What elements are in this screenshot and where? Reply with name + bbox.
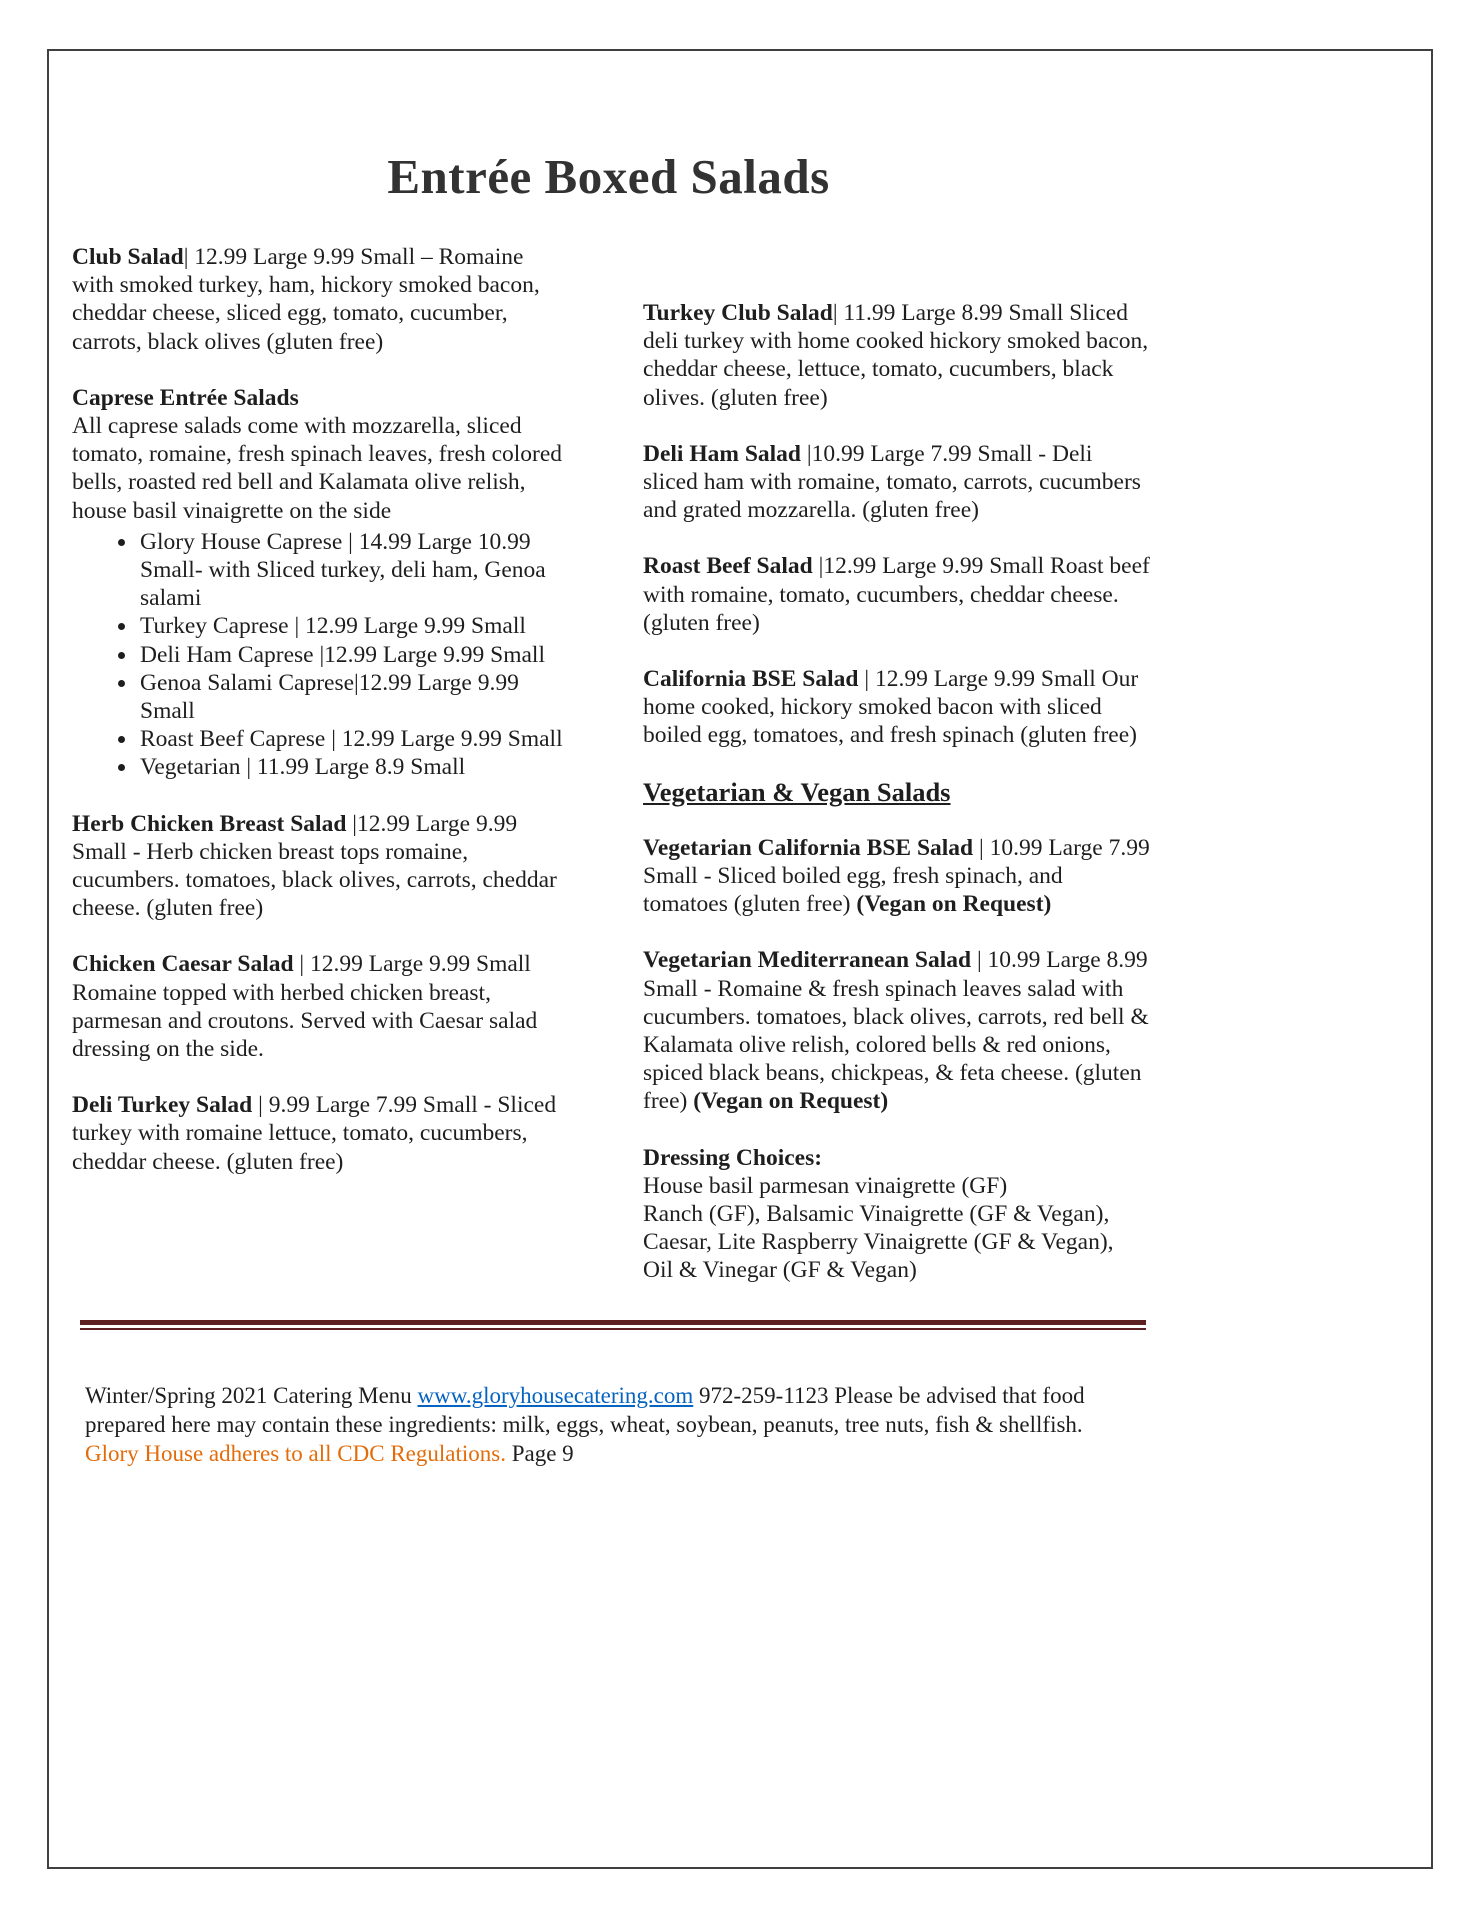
divider-rule [80, 1320, 1146, 1330]
item-description: | 10.99 Large 7.99 Small - Sliced boiled egg, fresh spinach, and tomatoes (gluten free) [643, 834, 1150, 918]
menu-item-herb-chicken-breast-salad [72, 810, 564, 923]
list-item-glory-house-caprese: • Glory House Caprese | 14.99 Large 10.99 Small- with Sliced turkey, deli ham, Genoa salami [138, 528, 564, 613]
item-name: Chicken Caesar Salad [72, 951, 294, 978]
dressing-line: House basil parmesan vinaigrette (GF) [643, 1172, 1008, 1199]
menu-item-roast-beef-salad [643, 552, 1151, 637]
website-link[interactable]: www.gloryhousecatering.com [417, 1383, 694, 1408]
menu-item-california-bse-salad [643, 665, 1151, 750]
menu-item-club-salad [72, 243, 564, 356]
menu-item-deli-turkey-salad [72, 1091, 564, 1176]
list-item-deli-ham-caprese: • Deli Ham Caprese |12.99 Large 9.99 Small [138, 641, 564, 669]
dressing-line: Ranch (GF), Balsamic Vinaigrette (GF & Vegan), [643, 1201, 1110, 1228]
item-description: | 10.99 Large 8.99 Small - Romaine & fresh spinach leaves salad with cucumbers. tomatoes, black olives, carrots, red bell & Kalamata olive relish, colored bells & red onions, spiced black beans, chickpeas, & feta cheese. (gluten free) [643, 947, 1149, 1115]
caprese-section-intro [72, 384, 564, 525]
item-description: |10.99 Large 7.99 Small - Deli sliced ham with romaine, tomato, carrots, cucumbers and grated mozzarella. (gluten free) [643, 440, 1141, 524]
footer [85, 1382, 1131, 1468]
page-title: Entrée Boxed Salads [387, 149, 830, 204]
item-name: California BSE Salad [643, 666, 859, 693]
list-item-vegetarian-caprese: • Vegetarian | 11.99 Large 8.9 Small [138, 753, 564, 781]
item-name: Turkey Club Salad [643, 300, 833, 326]
item-name: Deli Ham Salad [643, 440, 801, 467]
menu-item-vegetarian-mediterranean-salad [643, 946, 1151, 1115]
vegetarian-vegan-heading: Vegetarian & Vegan Salads [643, 776, 951, 807]
item-description: | 9.99 Large 7.99 Small - Sliced turkey with romaine lettuce, tomato, cucumbers, cheddar cheese. (gluten free) [72, 1092, 557, 1175]
item-name: Deli Turkey Salad [72, 1092, 253, 1119]
item-name: Vegetarian California BSE Salad [643, 834, 974, 861]
item-name: Vegetarian Mediterranean Salad [643, 947, 972, 974]
menu-item-deli-ham-salad [643, 440, 1151, 525]
list-item-genoa-salami-caprese: • Genoa Salami Caprese|12.99 Large 9.99 Small [138, 669, 564, 725]
list-item-roast-beef-caprese: • Roast Beef Caprese | 12.99 Large 9.99 Small [138, 725, 564, 753]
menu-item-chicken-caesar-salad [72, 950, 564, 1063]
item-description: | 12.99 Large 9.99 Small Our home cooked, hickory smoked bacon with sliced boiled egg, tomatoes, and fresh spinach (gluten free) [643, 666, 1139, 749]
item-name: Club Salad [72, 244, 184, 270]
footer-allergen-text: 972-259-1123 Please be advised that food prepared here may contain these ingredients: milk, eggs, wheat, soybean, peanuts, tree nuts, fish & shellfish. [85, 1383, 1085, 1437]
cdc-regulations-note: Glory House adheres to all CDC Regulations. [85, 1440, 506, 1466]
item-description: |12.99 Large 9.99 Small Roast beef with romaine, tomato, cucumbers, cheddar cheese. (gluten free) [643, 553, 1150, 636]
item-description: | 11.99 Large 8.99 Small Sliced deli turkey with home cooked hickory smoked bacon, cheddar cheese, lettuce, tomato, cucumbers, black olives. (gluten free) [643, 300, 1149, 411]
vegan-on-request-note: (Vegan on Request) [693, 1088, 889, 1115]
item-description: | 12.99 Large 9.99 Small – Romaine with smoked turkey, ham, hickory smoked bacon, cheddar cheese, sliced egg, tomato, cucumber, carrots, black olives (gluten free) [72, 244, 540, 355]
item-description: |12.99 Large 9.99 Small - Herb chicken breast tops romaine, cucumbers. tomatoes, black olives, carrots, cheddar cheese. (gluten free) [72, 810, 557, 922]
menu-item-turkey-club-salad [643, 299, 1151, 412]
section-description: All caprese salads come with mozzarella, sliced tomato, romaine, fresh spinach leaves, fresh colored bells, roasted red bell and Kalamata olive relish, house basil vinaigrette on the side [72, 413, 563, 524]
item-name: Roast Beef Salad [643, 553, 813, 580]
item-name: Herb Chicken Breast Salad [72, 810, 347, 837]
menu-item-vegetarian-california-bse-salad [643, 834, 1151, 919]
footer-menu-label: Winter/Spring 2021 Catering Menu [85, 1383, 412, 1408]
caprese-list [72, 528, 564, 782]
vegan-on-request-note: (Vegan on Request) [856, 891, 1052, 918]
section-heading: Caprese Entrée Salads [72, 384, 299, 411]
dressing-line: Oil & Vinegar (GF & Vegan) [643, 1257, 917, 1284]
dressing-choices-section [643, 1144, 1151, 1285]
section-heading: Dressing Choices: [643, 1144, 823, 1171]
item-description: | 12.99 Large 9.99 Small Romaine topped with herbed chicken breast, parmesan and croutons. Served with Caesar salad dressing on the side. [72, 951, 538, 1063]
page-number: Page 9 [511, 1440, 574, 1466]
right-column [643, 299, 1151, 1285]
left-column [72, 243, 564, 1204]
dressing-line: Caesar, Lite Raspberry Vinaigrette (GF & Vegan), [643, 1229, 1114, 1256]
list-item-turkey-caprese: • Turkey Caprese | 12.99 Large 9.99 Small [138, 612, 564, 640]
